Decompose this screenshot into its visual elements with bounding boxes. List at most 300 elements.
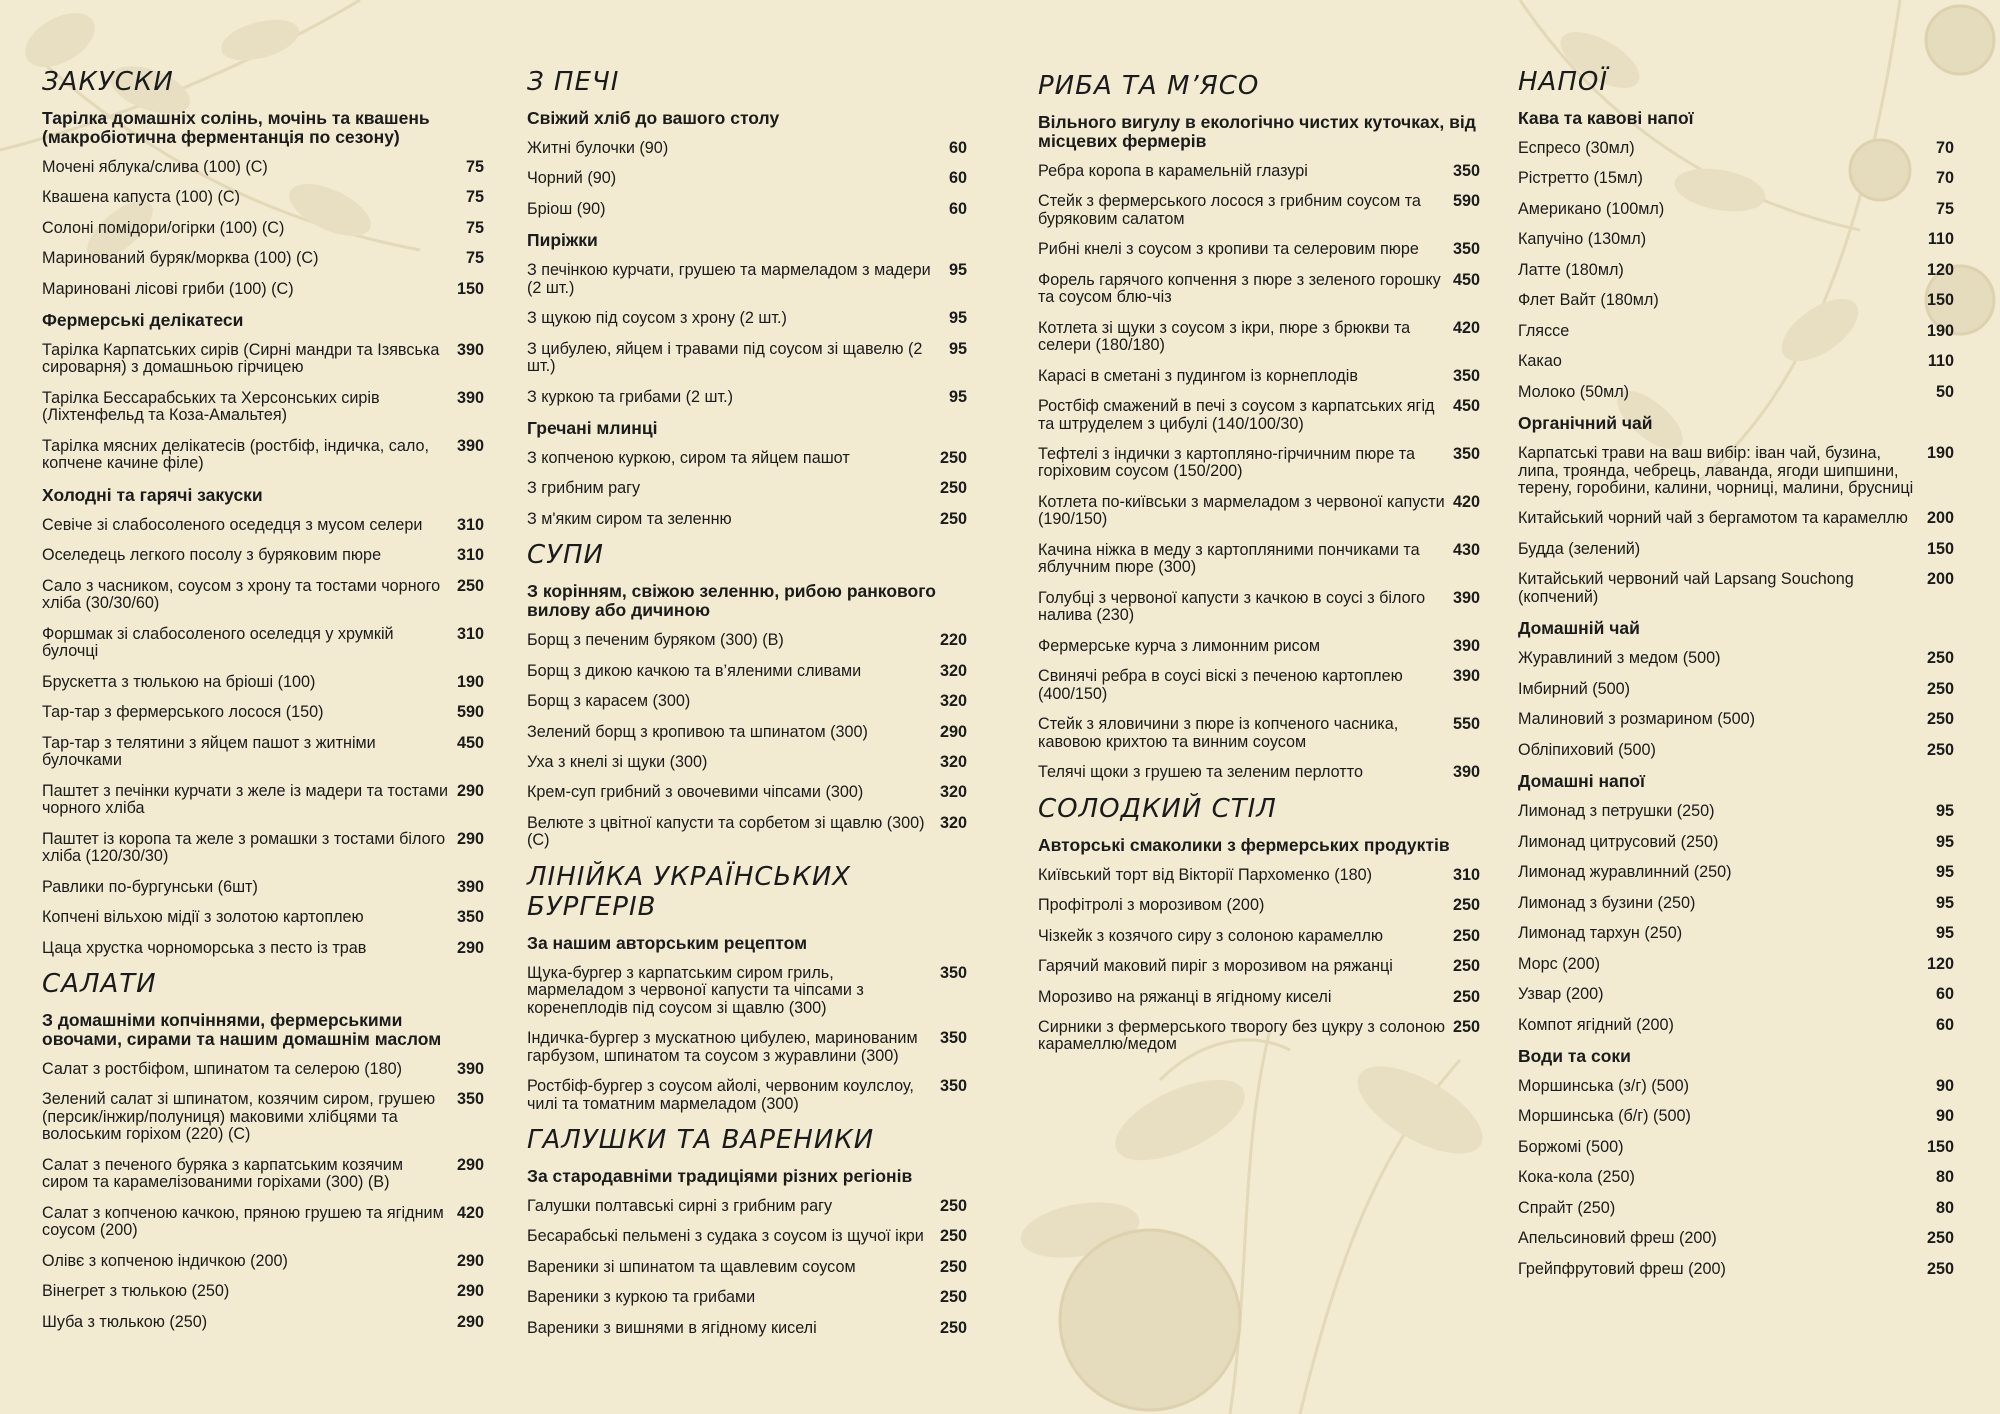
menu-item-price: 70 bbox=[1935, 169, 1954, 188]
menu-item bbox=[527, 754, 967, 771]
menu-item bbox=[42, 879, 484, 896]
menu-item-price: 60 bbox=[948, 199, 967, 218]
group-heading: За нашим авторським рецептом bbox=[527, 932, 808, 953]
menu-item-price: 250 bbox=[939, 509, 967, 528]
menu-item-name: Мочені яблука/слива (100) (С) bbox=[42, 157, 268, 176]
menu-item-price: 350 bbox=[1452, 445, 1480, 463]
menu-item bbox=[527, 632, 967, 649]
menu-item bbox=[527, 310, 967, 327]
menu-item-price: 150 bbox=[1926, 291, 1954, 310]
group-heading: Води та соки bbox=[1518, 1046, 1631, 1067]
section-title: САЛАТИ bbox=[42, 969, 157, 1000]
menu-item bbox=[527, 1320, 967, 1337]
menu-item-price: 250 bbox=[1926, 710, 1954, 729]
menu-item bbox=[42, 674, 484, 691]
menu-item-name: Котлета по-київськи з мармеладом з червоної капусти (190/150) bbox=[1038, 492, 1445, 529]
menu-item-name: Флет Вайт (180мл) bbox=[1518, 291, 1659, 310]
menu-item-name: Капучіно (130мл) bbox=[1518, 230, 1647, 249]
menu-item-price: 350 bbox=[939, 1077, 967, 1096]
menu-item bbox=[1038, 897, 1480, 914]
menu-item bbox=[1518, 571, 1954, 606]
menu-item-price: 420 bbox=[1452, 492, 1480, 511]
menu-item-price: 390 bbox=[1452, 636, 1480, 655]
menu-item-price: 320 bbox=[939, 692, 967, 711]
menu-item bbox=[527, 1078, 967, 1113]
menu-item-price: 320 bbox=[939, 752, 967, 771]
menu-item bbox=[1038, 398, 1480, 433]
menu-item-price: 250 bbox=[1452, 987, 1480, 1006]
menu-item-name: Чізкейк з козячого сиру з солоною карамеллю bbox=[1038, 926, 1384, 945]
menu-item-price: 390 bbox=[456, 436, 484, 455]
menu-item-name: Узвар (200) bbox=[1518, 985, 1604, 1004]
menu-item bbox=[1518, 1139, 1954, 1156]
menu-item bbox=[1518, 384, 1954, 401]
menu-item-price: 290 bbox=[939, 722, 967, 741]
menu-item bbox=[42, 220, 484, 237]
menu-item-name: Тар-тар з телятини з яйцем пашот з житніми булочками bbox=[42, 733, 376, 770]
menu-item bbox=[1518, 262, 1954, 279]
menu-item-price: 310 bbox=[1452, 865, 1480, 884]
menu-item-name: Борщ з дикою качкою та в’яленими сливами bbox=[527, 661, 862, 680]
menu-item-price: 430 bbox=[1452, 540, 1480, 559]
menu-item-name: Тарілка Карпатських сирів (Сирні мандри та Ізявська сироварня) з домашньою гірчицею bbox=[42, 340, 440, 377]
menu-item bbox=[1038, 446, 1480, 481]
menu-item bbox=[1038, 241, 1480, 258]
menu-item-price: 250 bbox=[1452, 926, 1480, 945]
menu-item-price: 150 bbox=[1926, 539, 1954, 558]
menu-item-name: Вареники з куркою та грибами bbox=[527, 1288, 756, 1307]
menu-item-name: Какао bbox=[1518, 352, 1562, 371]
menu-item-name: Карасі в сметані з пудингом із корнеплодів bbox=[1038, 366, 1358, 385]
menu-item-name: Свинячі ребра в соусі віскі з печеною картоплею (400/150) bbox=[1038, 667, 1403, 703]
menu-item bbox=[527, 1289, 967, 1306]
menu-item-name: Салат з ростбіфом, шпинатом та селерою (180) bbox=[42, 1059, 403, 1078]
menu-item-name: Київський торт від Вікторії Пархоменко (180) bbox=[1038, 865, 1372, 884]
menu-item-price: 50 bbox=[1935, 382, 1954, 401]
menu-item-price: 320 bbox=[939, 813, 967, 832]
menu-item-name: Лимонад з бузини (250) bbox=[1518, 893, 1696, 912]
menu-item bbox=[1038, 638, 1480, 655]
menu-item bbox=[1518, 1261, 1954, 1278]
menu-item-name: Лимонад тархун (250) bbox=[1518, 924, 1683, 943]
menu-item-price: 60 bbox=[1935, 1015, 1954, 1034]
menu-item-price: 250 bbox=[1926, 740, 1954, 759]
menu-item-name: Молоко (50мл) bbox=[1518, 382, 1630, 401]
menu-item-price: 320 bbox=[939, 783, 967, 802]
group-heading: Тарілка домашніх солінь, мочінь та квашень (макробіотична ферментанція по сезону) bbox=[42, 107, 430, 147]
menu-item-name: Форшмак зі слабосоленого оселедця у хрумкій булочці bbox=[42, 624, 394, 661]
menu-item bbox=[1518, 681, 1954, 698]
menu-item-price: 95 bbox=[948, 387, 967, 406]
menu-item-name: Тарілка Бессарабських та Херсонських сирів (Ліхтенфельд та Коза-Амальтея) bbox=[42, 388, 380, 425]
menu-item bbox=[42, 783, 484, 818]
menu-item bbox=[1038, 928, 1480, 945]
menu-item-price: 290 bbox=[456, 1155, 484, 1174]
menu-item bbox=[1038, 668, 1480, 703]
menu-item-name: Вареники з вишнями в ягідному киселі bbox=[527, 1318, 817, 1337]
menu-item-name: Паштет з печінки курчати з желе із мадери та тостами чорного хліба bbox=[42, 781, 449, 818]
menu-item bbox=[42, 1253, 484, 1270]
menu-item-price: 310 bbox=[456, 624, 484, 643]
menu-item-price: 200 bbox=[1926, 509, 1954, 528]
menu-item-price: 95 bbox=[1935, 924, 1954, 943]
menu-item-price: 350 bbox=[1452, 366, 1480, 385]
menu-item-price: 250 bbox=[939, 1227, 967, 1246]
section-title: ЛІНІЙКА УКРАЇНСЬКИХ БУРГЕРІВ bbox=[527, 861, 852, 922]
menu-item bbox=[527, 815, 967, 850]
menu-item-price: 120 bbox=[1926, 954, 1954, 973]
menu-item-name: Салат з копченою качкою, пряною грушею та ягідним соусом (200) bbox=[42, 1203, 444, 1240]
menu-item bbox=[42, 517, 484, 534]
menu-item bbox=[1518, 170, 1954, 187]
menu-item-price: 420 bbox=[1452, 318, 1480, 337]
section-title: СОЛОДКИЙ СТІЛ bbox=[1038, 793, 1277, 824]
menu-item-price: 95 bbox=[1935, 863, 1954, 882]
menu-item bbox=[1518, 201, 1954, 218]
menu-item bbox=[1038, 542, 1480, 577]
menu-item bbox=[42, 1314, 484, 1331]
menu-item bbox=[1518, 231, 1954, 248]
menu-item-name: Спрайт (250) bbox=[1518, 1198, 1616, 1217]
group-heading: Фермерські делікатеси bbox=[42, 310, 244, 331]
menu-column-1 bbox=[42, 68, 484, 1344]
menu-item-name: З копченою куркою, сиром та яйцем пашот bbox=[527, 448, 850, 467]
menu-item-name: Малиновий з розмарином (500) bbox=[1518, 710, 1755, 729]
menu-item bbox=[1038, 764, 1480, 781]
menu-item-name: Лимонад журавлинний (250) bbox=[1518, 863, 1732, 882]
menu-item-price: 290 bbox=[456, 938, 484, 957]
menu-item-name: Шуба з тюлькою (250) bbox=[42, 1312, 208, 1331]
menu-item-price: 250 bbox=[1926, 679, 1954, 698]
menu-item-name: Сирники з фермерського творогу без цукру з солоною карамеллю/медом bbox=[1038, 1017, 1445, 1054]
menu-item bbox=[42, 831, 484, 866]
menu-item bbox=[1038, 716, 1480, 751]
menu-item bbox=[1518, 292, 1954, 309]
menu-item bbox=[1518, 1017, 1954, 1034]
menu-item-name: Китайський чорний чай з бергамотом та карамеллю bbox=[1518, 509, 1908, 528]
section-title: З ПЕЧІ bbox=[527, 67, 620, 97]
menu-item-price: 95 bbox=[1935, 802, 1954, 821]
menu-item-name: Борщ з печеним буряком (300) (В) bbox=[527, 631, 784, 650]
menu-item bbox=[527, 480, 967, 497]
menu-item-price: 290 bbox=[456, 1312, 484, 1331]
menu-item-price: 350 bbox=[1452, 161, 1480, 180]
menu-item-price: 390 bbox=[456, 877, 484, 896]
menu-item-price: 250 bbox=[1926, 1259, 1954, 1278]
menu-item-price: 95 bbox=[1935, 832, 1954, 851]
menu-item bbox=[42, 704, 484, 721]
menu-item-price: 250 bbox=[1452, 1017, 1480, 1036]
menu-item bbox=[1518, 1108, 1954, 1125]
section-title: НАПОЇ bbox=[1518, 67, 1609, 97]
group-heading: Гречані млинці bbox=[527, 418, 658, 439]
menu-item-price: 320 bbox=[939, 661, 967, 680]
menu-item-name: Морс (200) bbox=[1518, 954, 1601, 973]
menu-item-name: Вінегрет з тюлькою (250) bbox=[42, 1282, 230, 1301]
menu-item bbox=[1038, 590, 1480, 625]
menu-item-price: 350 bbox=[456, 908, 484, 927]
section-title: РИБА ТА М’ЯСО bbox=[1038, 71, 1260, 101]
menu-item-name: Житні булочки (90) bbox=[527, 138, 669, 157]
menu-column-2 bbox=[527, 68, 967, 1350]
menu-item-price: 550 bbox=[1452, 715, 1480, 734]
menu-item-name: З щукою під соусом з хрону (2 шт.) bbox=[527, 309, 787, 328]
menu-item bbox=[42, 547, 484, 564]
menu-item-name: Борщ з карасем (300) bbox=[527, 692, 691, 711]
menu-item-name: Стейк з яловичини з пюре із копченого часника, кавовою крихтою та винним соусом bbox=[1038, 715, 1399, 751]
menu-item bbox=[1518, 895, 1954, 912]
menu-item bbox=[42, 438, 484, 473]
menu-item-price: 450 bbox=[456, 733, 484, 752]
group-heading: За стародавніми традиціями різних регіонів bbox=[527, 1165, 913, 1186]
menu-item-name: Качина ніжка в меду з картопляними пончиками та яблучним пюре (300) bbox=[1038, 540, 1420, 577]
menu-item-price: 350 bbox=[939, 1029, 967, 1048]
menu-item bbox=[527, 170, 967, 187]
menu-item-price: 75 bbox=[465, 157, 484, 176]
group-heading: З корінням, свіжою зеленню, рибою ранкового вилову або дичиною bbox=[527, 581, 936, 621]
menu-item-price: 290 bbox=[456, 829, 484, 848]
menu-item bbox=[1518, 445, 1954, 497]
menu-item-name: Равлики по-бургунськи (6шт) bbox=[42, 877, 258, 896]
menu-item bbox=[1518, 541, 1954, 558]
menu-item bbox=[42, 1205, 484, 1240]
menu-item-name: Ростбіф-бургер з соусом айолі, червоним коулслоу, чилі та томатним мармеладом (300) bbox=[527, 1077, 914, 1113]
group-heading: Домашні напої bbox=[1518, 771, 1645, 792]
menu-item bbox=[42, 909, 484, 926]
menu-item bbox=[1038, 958, 1480, 975]
menu-item-name: Будда (зелений) bbox=[1518, 539, 1641, 558]
menu-item bbox=[527, 1259, 967, 1276]
menu-item-name: Морозиво на ряжанці в ягідному киселі bbox=[1038, 987, 1332, 1006]
menu-item bbox=[527, 724, 967, 741]
menu-item bbox=[42, 1091, 484, 1143]
menu-item-name: Боржомі (500) bbox=[1518, 1137, 1624, 1156]
menu-item-price: 250 bbox=[1452, 957, 1480, 976]
menu-item-price: 590 bbox=[456, 703, 484, 722]
menu-item-name: Індичка-бургер з мускатною цибулею, маринованим гарбузом, шпинатом та соусом з журавлини (300) bbox=[527, 1029, 918, 1065]
menu-item-name: Копчені вільхою мідії з золотою картоплею bbox=[42, 908, 364, 927]
menu-item-name: З куркою та грибами (2 шт.) bbox=[527, 387, 733, 406]
menu-item-price: 120 bbox=[1926, 260, 1954, 279]
menu-item-name: Олівє з копченою індичкою (200) bbox=[42, 1251, 288, 1270]
menu-item bbox=[1518, 925, 1954, 942]
menu-item bbox=[1038, 1019, 1480, 1054]
menu-item bbox=[1518, 353, 1954, 370]
menu-item-name: Китайський червоний чай Lapsang Souchong (копчений) bbox=[1518, 570, 1854, 606]
menu-item bbox=[1038, 989, 1480, 1006]
menu-item-price: 80 bbox=[1935, 1168, 1954, 1187]
menu-item-name: Рибні кнелі з соусом з кропиви та селеровим пюре bbox=[1038, 240, 1419, 259]
menu-item-name: Галушки полтавські сирні з грибним рагу bbox=[527, 1196, 833, 1215]
menu-item bbox=[527, 341, 967, 376]
menu-item-price: 250 bbox=[939, 1288, 967, 1307]
menu-item-price: 110 bbox=[1927, 352, 1954, 371]
menu-item bbox=[1518, 650, 1954, 667]
menu-item-price: 250 bbox=[939, 479, 967, 498]
group-heading: Домашній чай bbox=[1518, 618, 1640, 639]
menu-item-price: 250 bbox=[939, 1318, 967, 1337]
menu-item bbox=[42, 578, 484, 613]
menu-item bbox=[1518, 986, 1954, 1003]
menu-item-name: Крем-суп грибний з овочевими чіпсами (300) bbox=[527, 783, 864, 802]
menu-item bbox=[527, 1198, 967, 1215]
menu-item-name: Лимонад цитрусовий (250) bbox=[1518, 832, 1719, 851]
menu-item bbox=[1518, 1169, 1954, 1186]
menu-item-price: 250 bbox=[939, 1257, 967, 1276]
menu-item bbox=[42, 1157, 484, 1192]
menu-item-name: Севіче зі слабосоленого оседедця з мусом селери bbox=[42, 515, 423, 534]
menu-item-price: 80 bbox=[1935, 1198, 1954, 1217]
menu-item bbox=[42, 940, 484, 957]
section-title: ЗАКУСКИ bbox=[42, 67, 174, 97]
menu-item-price: 290 bbox=[456, 1282, 484, 1301]
menu-item-price: 95 bbox=[948, 309, 967, 328]
menu-item bbox=[1518, 742, 1954, 759]
menu-item bbox=[1038, 320, 1480, 355]
menu-item-name: Брускетта з тюлькою на бріоші (100) bbox=[42, 672, 316, 691]
menu-item-name: Зелений салат зі шпинатом, козячим сиром, грушею (персик/інжир/полуниця) маковими хлібцями та волоським горіхом (220) (С) bbox=[42, 1090, 436, 1144]
menu-item-name: Тар-тар з фермерського лосося (150) bbox=[42, 703, 324, 722]
group-heading: Вільного вигулу в екологічно чистих куточках, від місцевих фермерів bbox=[1038, 111, 1476, 151]
menu-item-name: Бріош (90) bbox=[527, 199, 606, 218]
menu-item-name: Американо (100мл) bbox=[1518, 199, 1665, 218]
menu-item-name: Латте (180мл) bbox=[1518, 260, 1624, 279]
menu-item-name: Уха з кнелі зі щуки (300) bbox=[527, 752, 708, 771]
menu-item-price: 250 bbox=[1926, 649, 1954, 668]
menu-item-name: Моршинська (з/г) (500) bbox=[1518, 1076, 1689, 1095]
menu-item bbox=[527, 965, 967, 1017]
menu-item-name: Тефтелі з індички з картопляно-гірчичним пюре та горіховим соусом (150/200) bbox=[1038, 445, 1416, 481]
menu-item bbox=[42, 342, 484, 377]
menu-item-price: 75 bbox=[465, 218, 484, 237]
menu-item-name: Вареники зі шпинатом та щавлевим соусом bbox=[527, 1257, 856, 1276]
menu-item bbox=[527, 784, 967, 801]
menu-item bbox=[1038, 368, 1480, 385]
menu-item-price: 90 bbox=[1935, 1107, 1954, 1126]
menu-item-price: 250 bbox=[456, 576, 484, 595]
menu-item-name: Кока-кола (250) bbox=[1518, 1168, 1635, 1187]
menu-item bbox=[1518, 803, 1954, 820]
menu-item-name: Паштет із коропа та желе з ромашки з тостами білого хліба (120/30/30) bbox=[42, 829, 446, 866]
menu-item bbox=[1038, 193, 1480, 228]
menu-item bbox=[527, 201, 967, 218]
menu-item-name: Котлета зі щуки з соусом з ікри, пюре з брюкви та селери (180/180) bbox=[1038, 318, 1411, 355]
menu-item bbox=[1518, 956, 1954, 973]
menu-item-name: Велюте з цвітної капусти та сорбетом зі щавлю (300) (С) bbox=[527, 813, 925, 850]
menu-item bbox=[42, 390, 484, 425]
menu-item-price: 250 bbox=[1926, 1229, 1954, 1248]
menu-item-name: Компот ягідний (200) bbox=[1518, 1015, 1674, 1034]
group-heading: Свіжий хліб до вашого столу bbox=[527, 107, 780, 128]
menu-item-name: Гляссе bbox=[1518, 321, 1570, 340]
menu-item-price: 290 bbox=[456, 1251, 484, 1270]
menu-item bbox=[527, 511, 967, 528]
menu-item-name: Моршинська (б/г) (500) bbox=[1518, 1107, 1691, 1126]
menu-item-name: Форель гарячого копчення з пюре з зеленого горошку та соусом блю-чіз bbox=[1038, 270, 1441, 307]
menu-item-price: 450 bbox=[1452, 397, 1480, 416]
menu-item bbox=[42, 189, 484, 206]
menu-item bbox=[1038, 272, 1480, 307]
menu-item-name: Голубці з червоної капусти з качкою в соусі з білого налива (230) bbox=[1038, 588, 1426, 625]
menu-item-name: Ростбіф смажений в печі з соусом з карпатських ягід та штруделем з цибулі (140/100/30) bbox=[1038, 397, 1435, 433]
menu-item-name: Бесарабські пельмені з судака з соусом із щучої ікри bbox=[527, 1227, 924, 1246]
menu-item-name: З м'яким сиром та зеленню bbox=[527, 509, 732, 528]
menu-item-price: 150 bbox=[1926, 1137, 1954, 1156]
menu-item-price: 70 bbox=[1935, 138, 1954, 157]
menu-item-price: 190 bbox=[1926, 444, 1954, 463]
menu-item-name: Солоні помідори/огірки (100) (С) bbox=[42, 218, 285, 237]
menu-item bbox=[1518, 140, 1954, 157]
menu-item-name: Обліпиховий (500) bbox=[1518, 740, 1656, 759]
menu-item bbox=[527, 450, 967, 467]
menu-item bbox=[42, 735, 484, 770]
menu-item bbox=[527, 693, 967, 710]
menu-item bbox=[527, 389, 967, 406]
menu-item-price: 390 bbox=[456, 388, 484, 407]
menu-item-price: 250 bbox=[939, 1196, 967, 1215]
menu-item-price: 75 bbox=[465, 249, 484, 268]
menu-item-price: 190 bbox=[456, 672, 484, 691]
menu-item bbox=[1518, 711, 1954, 728]
menu-item-name: Цаца хрустка чорноморська з песто із трав bbox=[42, 938, 367, 957]
section-title: СУПИ bbox=[527, 540, 604, 571]
menu-item-name: З цибулею, яйцем і травами під соусом зі щавелю (2 шт.) bbox=[527, 339, 923, 376]
menu-item-price: 110 bbox=[1927, 230, 1954, 249]
menu-item-price: 350 bbox=[456, 1090, 484, 1109]
menu-item-price: 95 bbox=[1935, 893, 1954, 912]
menu-item bbox=[527, 1228, 967, 1245]
menu-item-price: 190 bbox=[1926, 321, 1954, 340]
menu-item-name: Грейпфрутовий фреш (200) bbox=[1518, 1259, 1726, 1278]
menu-item-price: 390 bbox=[1452, 763, 1480, 782]
menu-item bbox=[1518, 1200, 1954, 1217]
menu-item bbox=[1518, 510, 1954, 527]
menu-item-name: Чорний (90) bbox=[527, 169, 617, 188]
menu-item bbox=[1518, 1078, 1954, 1095]
menu-item-price: 450 bbox=[1452, 270, 1480, 289]
menu-item bbox=[42, 159, 484, 176]
menu-item bbox=[42, 1061, 484, 1078]
menu-item-price: 290 bbox=[456, 781, 484, 800]
menu-item-name: Еспресо (30мл) bbox=[1518, 138, 1635, 157]
menu-item-price: 90 bbox=[1935, 1076, 1954, 1095]
menu-item-name: Гарячий маковий пиріг з морозивом на ряжанці bbox=[1038, 957, 1393, 976]
menu-item-price: 60 bbox=[1935, 985, 1954, 1004]
menu-item bbox=[42, 281, 484, 298]
menu-item-price: 310 bbox=[456, 546, 484, 565]
menu-item bbox=[1038, 494, 1480, 529]
menu-item-price: 60 bbox=[948, 169, 967, 188]
menu-item bbox=[1518, 323, 1954, 340]
menu-item-name: Лимонад з петрушки (250) bbox=[1518, 802, 1715, 821]
menu-item bbox=[527, 663, 967, 680]
group-heading: Органічний чай bbox=[1518, 413, 1653, 434]
menu-item-price: 75 bbox=[1935, 199, 1954, 218]
menu-item-name: Фермерське курча з лимонним рисом bbox=[1038, 636, 1321, 655]
menu-item bbox=[527, 140, 967, 157]
menu-item-name: Оселедець легкого посолу з буряковим пюре bbox=[42, 546, 382, 565]
menu-item-price: 150 bbox=[456, 279, 484, 298]
menu-item-name: Журавлиний з медом (500) bbox=[1518, 649, 1721, 668]
menu-item-name: З грибним рагу bbox=[527, 479, 641, 498]
menu-item-name: Зелений борщ з кропивою та шпинатом (300) bbox=[527, 722, 868, 741]
menu-item-name: Сало з часником, соусом з хрону та тостами чорного хліба (30/30/60) bbox=[42, 576, 441, 613]
group-heading: Холодні та гарячі закуски bbox=[42, 484, 263, 505]
menu-item-price: 220 bbox=[939, 631, 967, 650]
menu-item-price: 390 bbox=[1452, 588, 1480, 607]
menu-item-price: 420 bbox=[456, 1203, 484, 1222]
menu-item-name: Ребра коропа в карамельній глазурі bbox=[1038, 161, 1308, 180]
